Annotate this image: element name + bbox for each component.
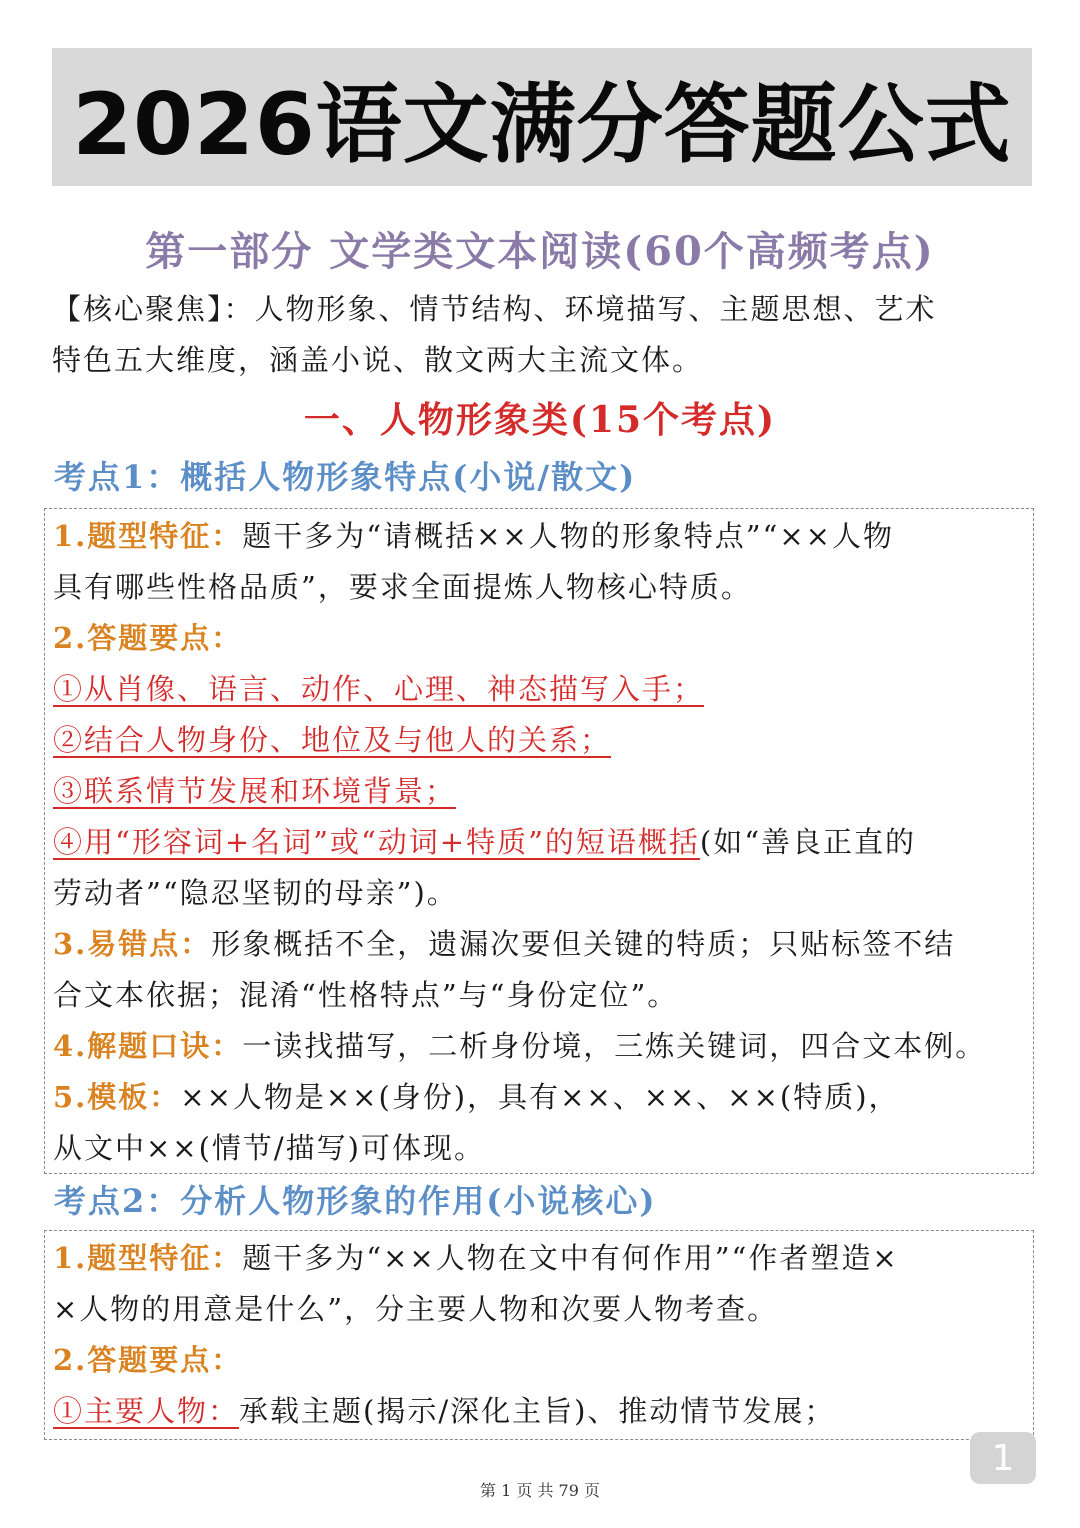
point1-key-b-text: ②结合人物身份、地位及与他人的关系； (53, 723, 612, 757)
intro-line-1: 【核心聚焦】：人物形象、情节结构、环境描写、主题思想、艺术 (52, 292, 937, 326)
intro-line-2: 特色五大维度，涵盖小说、散文两大主流文体。 (52, 343, 704, 377)
point2-box (44, 1230, 1034, 1440)
point1-item5-label: 5.模板： (53, 1080, 181, 1114)
title-banner (52, 48, 1032, 186)
point1-key-c-text: ③联系情节发展和环境背景； (53, 774, 457, 808)
point1-key-c (53, 766, 1025, 817)
point1-item3 (53, 919, 1025, 970)
point2-item1-cont: ×人物的用意是什么”，分主要人物和次要人物考查。 (53, 1292, 779, 1326)
point2-key-a (53, 1386, 1025, 1437)
point1-item1-cont: 具有哪些性格品质”，要求全面提炼人物核心特质。 (53, 570, 752, 604)
point2-key-a-underlined: ①主要人物： (53, 1394, 240, 1428)
point1-item3-cont: 合文本依据；混淆“性格特点”与“身份定位”。 (53, 978, 679, 1012)
point1-key-d-cont: 劳动者”“隐忍坚韧的母亲”)。 (53, 876, 458, 910)
point1-item2 (53, 613, 1025, 664)
point2-key-a-rest: 承载主题(揭示/深化主旨)、推动情节发展； (239, 1394, 836, 1428)
intro-paragraph (52, 284, 1032, 386)
point2-title: 考点2：分析人物形象的作用(小说核心) (54, 1182, 657, 1220)
point1-key-d-rest: (如“善良正直的 (699, 825, 917, 859)
page-footer: 第 1 页 共 79 页 (480, 1481, 600, 1500)
point1-title: 考点1：概括人物形象特点(小说/散文) (54, 458, 637, 496)
point1-item5-text: ××人物是××(身份)，具有××、××、××(特质)， (180, 1080, 900, 1114)
point1-key-a (53, 664, 1025, 715)
point1-item2-label: 2.答题要点： (53, 621, 243, 655)
page-number-badge: 1 (970, 1432, 1036, 1484)
point1-item5-cont: 从文中××(情节/描写)可体现。 (53, 1131, 485, 1165)
point2-item2-label: 2.答题要点： (53, 1343, 243, 1377)
point1-key-a-text: ①从肖像、语言、动作、心理、神态描写入手； (53, 672, 705, 706)
page-title: 2026语文满分答题公式 (72, 75, 1012, 175)
point1-item4 (53, 1021, 1025, 1072)
point1-item1 (53, 511, 1025, 562)
category-title: 一、人物形象类(15个考点) (303, 399, 777, 441)
point1-key-b (53, 715, 1025, 766)
point1-item3-text: 形象概括不全，遗漏次要但关键的特质；只贴标签不结 (211, 927, 956, 961)
point1-box (44, 508, 1034, 1174)
point2-item1 (53, 1233, 1025, 1284)
point1-item1-text: 题干多为“请概括××人物的形象特点”“××人物 (242, 519, 894, 553)
point1-key-d-underlined: ④用“形容词+名词”或“动词+特质”的短语概括 (53, 825, 700, 859)
section-title: 第一部分 文学类文本阅读(60个高频考点) (145, 228, 935, 275)
point1-item4-text: 一读找描写，二析身份境，三炼关键词，四合文本例。 (242, 1029, 987, 1063)
point1-item5 (53, 1072, 1025, 1123)
point2-item2 (53, 1335, 1025, 1386)
point1-key-d (53, 817, 1025, 868)
point1-item4-label: 4.解题口诀： (53, 1029, 243, 1063)
point1-item1-label: 1.题型特征： (53, 519, 243, 553)
point2-item1-label: 1.题型特征： (53, 1241, 243, 1275)
point2-item1-text: 题干多为“××人物在文中有何作用”“作者塑造× (242, 1241, 899, 1275)
point1-item3-label: 3.易错点： (53, 927, 212, 961)
